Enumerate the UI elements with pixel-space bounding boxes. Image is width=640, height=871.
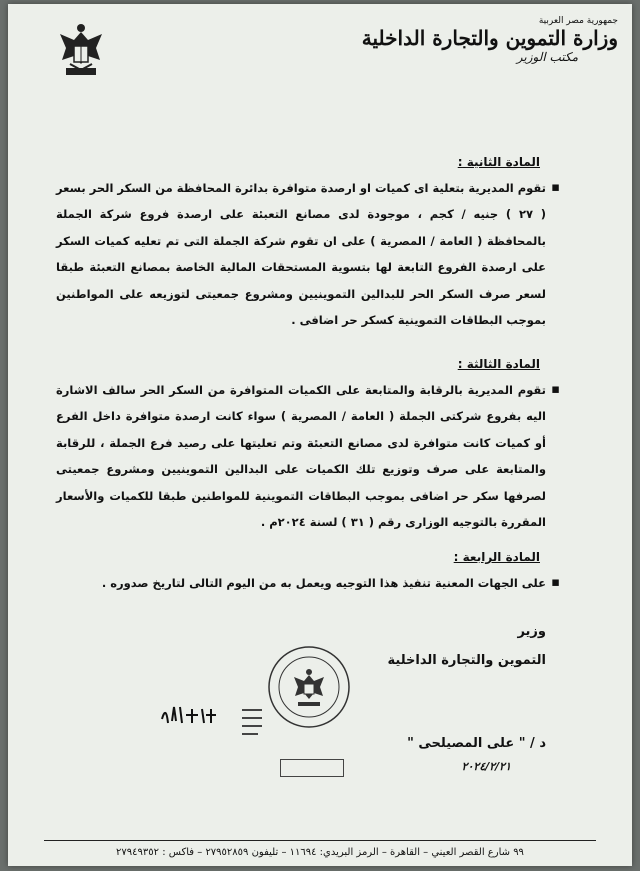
section-heading-article-4: المادة الرابعة : [453,550,540,564]
document-page [8,4,632,866]
bullet-icon: ▪ [551,575,560,590]
official-seal-stamp [266,644,352,730]
signature-date: ٢٠٢٤/٢/٢١ [461,760,511,773]
side-stamp-mark [238,704,266,744]
footer-divider [44,840,596,841]
footer-address: ٩٩ شارع القصر العيني – القاهرة – الرمز البريدي: ١١٦٩٤ – تليفون ٢٧٩٥٢٨٥٩ – فاكس : ٢٧٩٤٩٣٥٢ [116,847,524,858]
republic-name: جمهورية مصر العربية [538,16,618,26]
section-heading-article-2: المادة الثانية : [457,155,540,169]
office-name: مكتب الوزير [516,50,578,64]
section-heading-article-3: المادة الثالثة : [457,357,540,371]
handwritten-signature [158,701,220,731]
section-body-article-2: ▪ تقوم المديرية بتعلية اى كميات او ارصدة متوافرة بدائرة المحافظة من السكر الحر بسعر ( ٢٧ ) جنيه / كجم ، موجودة لدى مصانع التعبئة على ارصدة فروع شركة الجملة بالمحافظة ( العامة / المصرية ) على ان تقوم شركة الجملة التى تم تعليه كميات السكر على ارصدة الفروع التابعة لها بتسوية المستحقات المالية الخاصة بمصانع التعبئة طبقا لسعر صرف السكر الحر للبدالين التموينيين ومشروع جمعيتى لتوزيعه على المواطنين بموجب البطاقات التموينية كسكر حر اضافى . [56,175,546,333]
bullet-icon: ▪ [551,382,560,397]
letterhead [362,16,618,64]
section-body-article-4: ▪ على الجهات المعنية تنفيذ هذا التوجيه ويعمل به من اليوم التالى لتاريخ صدوره . [56,570,546,596]
bullet-icon: ▪ [551,180,560,195]
egypt-eagle-emblem-icon [56,20,106,82]
signatory-title: وزير [517,624,546,639]
stamp-number-box [280,759,344,777]
ministry-name: وزارة التموين والتجارة الداخلية [361,26,618,50]
signatory-name: د / " على المصيلحى " [407,736,546,751]
section-body-article-3: ▪ تقوم المديرية بالرقابة والمتابعة على الكميات المتوافرة من السكر الحر سالف الاشارة اليه بفروع شركتى الجملة ( العامة / المصرية ) سواء كانت ارصدة متوافرة داخل الفرع أو كميات كانت متوافرة لدى مصانع التعبئة وتم تعليتها على رصيد فرع الجملة ، للرقابة والمتابعة على صرف وتوزيع تلك الكميات على البدالين التموينيين ومشروع جمعيتى لصرفها سكر حر اضافى بموجب البطاقات التموينية للمواطنين طبقا للكميات والأسعار المقررة بالتوجيه الوزارى رقم ( ٣١ ) لسنة ٢٠٢٤م . [56,377,546,535]
signature-block [387,624,546,773]
signatory-ministry: التموين والتجارة الداخلية [387,653,546,668]
